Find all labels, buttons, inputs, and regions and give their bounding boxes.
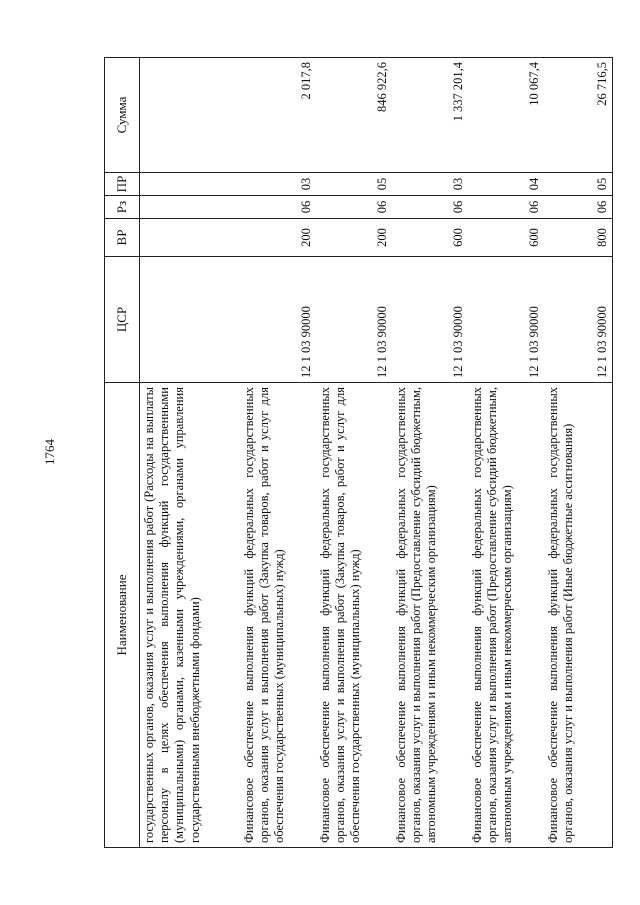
table-row [316,58,392,848]
row-csr: 12 1 03 90000 [316,257,392,383]
row-name: Финансовое обеспечение выполнения функций федеральных государственных органов, оказания услуг и выполнения работ (Иные бюджетные ассигнования) [544,383,613,848]
row-sum: 2 017,8 [240,58,316,173]
row-pr [140,173,241,196]
row-pr: 05 [316,173,392,196]
row-vr [140,219,241,257]
row-pr: 04 [468,173,544,196]
row-csr: 12 1 03 90000 [468,257,544,383]
header-csr: ЦСР [105,257,140,383]
row-csr: 12 1 03 90000 [240,257,316,383]
table-header-row [105,58,140,848]
row-sum: 26 716,5 [544,58,613,173]
row-rz: 06 [392,196,468,219]
table-row [392,58,468,848]
page-number: 1764 [42,439,57,465]
header-sum: Сумма [105,58,140,173]
row-sum [140,58,241,173]
row-pr: 03 [240,173,316,196]
row-name: Финансовое обеспечение выполнения функций федеральных государственных органов, оказания услуг и выполнения работ (Закупка товаров, работ и услуг для обеспечения государственных (муниципальных) нужд) [240,383,316,848]
row-name: государственных органов, оказания услуг и выполнения работ (Расходы на выплаты персоналу в целях обеспечения выполнения функций государственными (муниципальными) органами, казенными учреждениями, органами управления государственными внебюджетными фондами) [140,383,241,848]
header-pr: ПР [105,173,140,196]
row-pr: 03 [392,173,468,196]
row-sum: 10 067,4 [468,58,544,173]
header-name: Наименование [105,383,140,848]
row-rz: 06 [316,196,392,219]
row-rz: 06 [544,196,613,219]
row-vr: 800 [544,219,613,257]
row-csr [140,257,241,383]
row-name: Финансовое обеспечение выполнения функций федеральных государственных органов, оказания услуг и выполнения работ (Предоставление субсидий бюджетным, автономным учреждениям и иным некоммерческим организациям) [468,383,544,848]
header-rz: Рз [105,196,140,219]
row-vr: 200 [316,219,392,257]
table-row [468,58,544,848]
row-csr: 12 1 03 90000 [392,257,468,383]
budget-table [104,57,613,848]
row-csr: 12 1 03 90000 [544,257,613,383]
row-vr: 600 [468,219,544,257]
table-row [140,58,241,848]
row-vr: 200 [240,219,316,257]
table-row [544,58,613,848]
header-vr: ВР [105,219,140,257]
row-sum: 846 922,6 [316,58,392,173]
row-rz [140,196,241,219]
row-sum: 1 337 201,4 [392,58,468,173]
row-name: Финансовое обеспечение выполнения функций федеральных государственных органов, оказания услуг и выполнения работ (Предоставление субсидий бюджетным, автономным учреждениям и иным некоммерческим организациям) [392,383,468,848]
row-rz: 06 [240,196,316,219]
row-pr: 05 [544,173,613,196]
row-name: Финансовое обеспечение выполнения функций федеральных государственных органов, оказания услуг и выполнения работ (Закупка товаров, работ и услуг для обеспечения государственных (муниципальных) нужд) [316,383,392,848]
row-vr: 600 [392,219,468,257]
rotated-table-frame [104,58,609,848]
row-rz: 06 [468,196,544,219]
table-row [240,58,316,848]
